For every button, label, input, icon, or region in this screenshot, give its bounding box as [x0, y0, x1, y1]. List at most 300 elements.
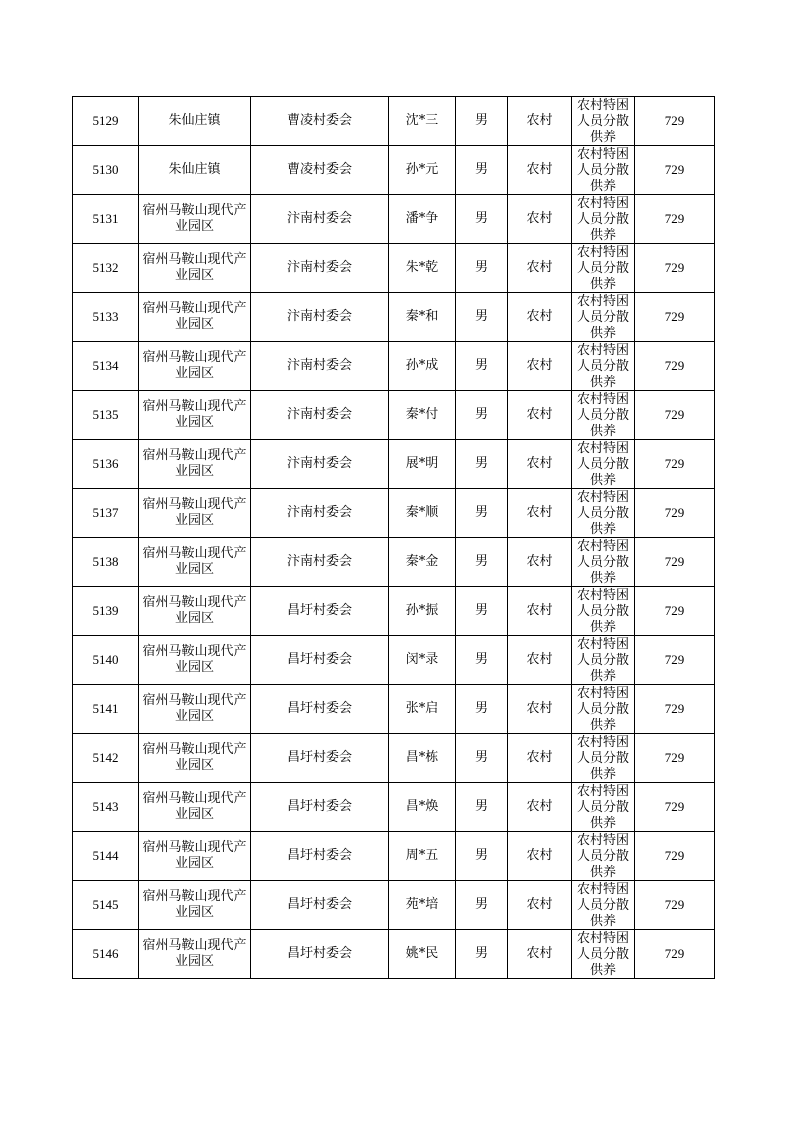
gender-cell	[456, 342, 508, 391]
town-cell	[139, 734, 251, 783]
village-committee-text: 曹凌村委会	[286, 162, 352, 177]
serial-number-cell	[73, 244, 139, 293]
serial-number-text: 5146	[92, 946, 119, 961]
town-cell	[139, 832, 251, 881]
village-committee-text: 曹凌村委会	[286, 113, 352, 128]
gender-text: 男	[474, 260, 488, 275]
town-text: 宿州马鞍山现代产业园区	[142, 693, 247, 724]
serial-number-cell	[73, 930, 139, 979]
table-row	[73, 587, 715, 636]
amount-cell	[635, 195, 715, 244]
residence-type-text: 农村	[526, 897, 553, 912]
village-committee-text: 汴南村委会	[286, 456, 352, 471]
amount-cell	[635, 440, 715, 489]
serial-number-cell	[73, 342, 139, 391]
assistance-type-text: 农村特困人员分散供养	[576, 245, 629, 292]
amount-text: 729	[664, 113, 685, 128]
town-text: 宿州马鞍山现代产业园区	[142, 448, 247, 479]
serial-number-cell	[73, 685, 139, 734]
gender-text: 男	[474, 162, 488, 177]
person-name-text: 秦*金	[405, 554, 439, 569]
serial-number-text: 5130	[92, 162, 119, 177]
town-cell	[139, 538, 251, 587]
amount-cell	[635, 881, 715, 930]
assistance-type-text: 农村特困人员分散供养	[576, 637, 629, 684]
gender-text: 男	[474, 407, 488, 422]
amount-text: 729	[664, 407, 685, 422]
assistance-type-text: 农村特困人员分散供养	[576, 931, 629, 978]
village-committee-cell	[251, 293, 389, 342]
serial-number-cell	[73, 783, 139, 832]
residence-type-text: 农村	[526, 603, 553, 618]
person-name-cell	[389, 489, 456, 538]
person-name-text: 昌*焕	[405, 799, 439, 814]
town-cell	[139, 440, 251, 489]
village-committee-cell	[251, 881, 389, 930]
gender-cell	[456, 146, 508, 195]
person-name-cell	[389, 293, 456, 342]
amount-text: 729	[664, 652, 685, 667]
town-cell	[139, 636, 251, 685]
table-row	[73, 489, 715, 538]
assistance-type-text: 农村特困人员分散供养	[576, 392, 629, 439]
table-row	[73, 440, 715, 489]
gender-cell	[456, 538, 508, 587]
amount-cell	[635, 146, 715, 195]
gender-text: 男	[474, 211, 488, 226]
person-name-text: 展*明	[405, 456, 439, 471]
gender-cell	[456, 391, 508, 440]
town-cell	[139, 293, 251, 342]
assistance-type-text: 农村特困人员分散供养	[576, 343, 629, 390]
gender-cell	[456, 930, 508, 979]
serial-number-text: 5145	[92, 897, 119, 912]
village-committee-cell	[251, 538, 389, 587]
village-committee-text: 昌圩村委会	[286, 652, 352, 667]
assistance-type-cell	[572, 146, 635, 195]
serial-number-text: 5134	[92, 358, 119, 373]
person-name-cell	[389, 195, 456, 244]
table-row	[73, 538, 715, 587]
residence-type-cell	[508, 146, 572, 195]
village-committee-cell	[251, 391, 389, 440]
assistance-type-text: 农村特困人员分散供养	[576, 294, 629, 341]
village-committee-cell	[251, 587, 389, 636]
gender-text: 男	[474, 113, 488, 128]
gender-text: 男	[474, 554, 488, 569]
serial-number-text: 5133	[92, 309, 119, 324]
town-text: 宿州马鞍山现代产业园区	[142, 399, 247, 430]
residence-type-cell	[508, 244, 572, 293]
residence-type-cell	[508, 195, 572, 244]
gender-cell	[456, 587, 508, 636]
serial-number-cell	[73, 881, 139, 930]
table-row	[73, 244, 715, 293]
serial-number-cell	[73, 391, 139, 440]
person-name-cell	[389, 440, 456, 489]
amount-cell	[635, 734, 715, 783]
serial-number-cell	[73, 293, 139, 342]
residence-type-cell	[508, 342, 572, 391]
gender-text: 男	[474, 505, 488, 520]
residence-type-text: 农村	[526, 407, 553, 422]
assistance-type-cell	[572, 881, 635, 930]
village-committee-cell	[251, 783, 389, 832]
assistance-type-cell	[572, 489, 635, 538]
town-text: 宿州马鞍山现代产业园区	[142, 644, 247, 675]
assistance-type-cell	[572, 440, 635, 489]
residence-type-cell	[508, 636, 572, 685]
amount-cell	[635, 930, 715, 979]
town-cell	[139, 930, 251, 979]
amount-cell	[635, 97, 715, 146]
residence-type-cell	[508, 391, 572, 440]
residence-type-text: 农村	[526, 113, 553, 128]
table-row	[73, 930, 715, 979]
village-committee-text: 昌圩村委会	[286, 701, 352, 716]
serial-number-text: 5138	[92, 554, 119, 569]
residence-type-text: 农村	[526, 260, 553, 275]
village-committee-text: 汴南村委会	[286, 211, 352, 226]
town-cell	[139, 244, 251, 293]
amount-text: 729	[664, 603, 685, 618]
village-committee-cell	[251, 440, 389, 489]
gender-cell	[456, 783, 508, 832]
residence-type-cell	[508, 97, 572, 146]
serial-number-text: 5136	[92, 456, 119, 471]
assistance-type-cell	[572, 97, 635, 146]
person-name-text: 闵*录	[405, 652, 439, 667]
village-committee-text: 汴南村委会	[286, 505, 352, 520]
records-table	[72, 96, 715, 979]
person-name-text: 昌*栋	[405, 750, 439, 765]
town-cell	[139, 391, 251, 440]
serial-number-text: 5139	[92, 603, 119, 618]
table-row	[73, 881, 715, 930]
amount-cell	[635, 636, 715, 685]
amount-cell	[635, 342, 715, 391]
amount-text: 729	[664, 358, 685, 373]
serial-number-text: 5144	[92, 848, 119, 863]
gender-cell	[456, 195, 508, 244]
amount-text: 729	[664, 554, 685, 569]
residence-type-text: 农村	[526, 799, 553, 814]
town-text: 宿州马鞍山现代产业园区	[142, 301, 247, 332]
amount-text: 729	[664, 750, 685, 765]
assistance-type-text: 农村特困人员分散供养	[576, 98, 629, 145]
assistance-type-text: 农村特困人员分散供养	[576, 833, 629, 880]
town-text: 宿州马鞍山现代产业园区	[142, 791, 247, 822]
village-committee-cell	[251, 636, 389, 685]
assistance-type-cell	[572, 538, 635, 587]
serial-number-cell	[73, 587, 139, 636]
residence-type-text: 农村	[526, 162, 553, 177]
person-name-cell	[389, 685, 456, 734]
table-row	[73, 146, 715, 195]
serial-number-text: 5135	[92, 407, 119, 422]
residence-type-cell	[508, 832, 572, 881]
person-name-cell	[389, 146, 456, 195]
assistance-type-cell	[572, 293, 635, 342]
gender-text: 男	[474, 848, 488, 863]
village-committee-cell	[251, 489, 389, 538]
residence-type-cell	[508, 489, 572, 538]
person-name-cell	[389, 930, 456, 979]
gender-cell	[456, 293, 508, 342]
gender-text: 男	[474, 799, 488, 814]
town-cell	[139, 587, 251, 636]
town-cell	[139, 146, 251, 195]
residence-type-text: 农村	[526, 652, 553, 667]
village-committee-text: 昌圩村委会	[286, 946, 352, 961]
person-name-cell	[389, 832, 456, 881]
person-name-cell	[389, 244, 456, 293]
village-committee-text: 汴南村委会	[286, 260, 352, 275]
village-committee-cell	[251, 195, 389, 244]
assistance-type-text: 农村特困人员分散供养	[576, 539, 629, 586]
gender-cell	[456, 489, 508, 538]
gender-cell	[456, 97, 508, 146]
town-text: 宿州马鞍山现代产业园区	[142, 546, 247, 577]
gender-text: 男	[474, 456, 488, 471]
town-text: 宿州马鞍山现代产业园区	[142, 889, 247, 920]
person-name-text: 秦*付	[405, 407, 439, 422]
assistance-type-cell	[572, 832, 635, 881]
gender-cell	[456, 832, 508, 881]
village-committee-cell	[251, 832, 389, 881]
residence-type-text: 农村	[526, 309, 553, 324]
serial-number-cell	[73, 734, 139, 783]
serial-number-text: 5129	[92, 113, 119, 128]
residence-type-cell	[508, 587, 572, 636]
gender-cell	[456, 734, 508, 783]
person-name-text: 朱*乾	[405, 260, 439, 275]
residence-type-text: 农村	[526, 848, 553, 863]
residence-type-cell	[508, 783, 572, 832]
person-name-text: 张*启	[405, 701, 439, 716]
residence-type-text: 农村	[526, 358, 553, 373]
residence-type-text: 农村	[526, 750, 553, 765]
assistance-type-cell	[572, 195, 635, 244]
person-name-text: 沈*三	[405, 113, 439, 128]
amount-text: 729	[664, 701, 685, 716]
town-text: 宿州马鞍山现代产业园区	[142, 350, 247, 381]
table-row	[73, 685, 715, 734]
village-committee-cell	[251, 734, 389, 783]
person-name-cell	[389, 783, 456, 832]
table-row	[73, 293, 715, 342]
amount-cell	[635, 244, 715, 293]
town-cell	[139, 97, 251, 146]
assistance-type-cell	[572, 636, 635, 685]
village-committee-cell	[251, 930, 389, 979]
gender-cell	[456, 685, 508, 734]
residence-type-cell	[508, 685, 572, 734]
amount-cell	[635, 783, 715, 832]
serial-number-cell	[73, 146, 139, 195]
village-committee-text: 汴南村委会	[286, 407, 352, 422]
town-text: 宿州马鞍山现代产业园区	[142, 742, 247, 773]
person-name-text: 孙*振	[405, 603, 439, 618]
town-cell	[139, 783, 251, 832]
person-name-text: 周*五	[405, 848, 439, 863]
village-committee-text: 昌圩村委会	[286, 799, 352, 814]
village-committee-text: 汴南村委会	[286, 358, 352, 373]
amount-cell	[635, 391, 715, 440]
residence-type-text: 农村	[526, 946, 553, 961]
residence-type-text: 农村	[526, 505, 553, 520]
assistance-type-text: 农村特困人员分散供养	[576, 196, 629, 243]
amount-cell	[635, 538, 715, 587]
amount-text: 729	[664, 799, 685, 814]
village-committee-text: 昌圩村委会	[286, 750, 352, 765]
person-name-text: 潘*争	[405, 211, 439, 226]
residence-type-text: 农村	[526, 211, 553, 226]
serial-number-cell	[73, 832, 139, 881]
assistance-type-text: 农村特困人员分散供养	[576, 686, 629, 733]
assistance-type-cell	[572, 391, 635, 440]
residence-type-cell	[508, 734, 572, 783]
amount-cell	[635, 489, 715, 538]
assistance-type-text: 农村特困人员分散供养	[576, 882, 629, 929]
gender-text: 男	[474, 701, 488, 716]
person-name-text: 孙*成	[405, 358, 439, 373]
table-row	[73, 832, 715, 881]
amount-cell	[635, 293, 715, 342]
table-row	[73, 734, 715, 783]
assistance-type-cell	[572, 734, 635, 783]
gender-cell	[456, 636, 508, 685]
village-committee-text: 汴南村委会	[286, 554, 352, 569]
table-row	[73, 636, 715, 685]
village-committee-text: 昌圩村委会	[286, 603, 352, 618]
table-row	[73, 783, 715, 832]
gender-text: 男	[474, 358, 488, 373]
serial-number-text: 5137	[92, 505, 119, 520]
gender-cell	[456, 881, 508, 930]
town-cell	[139, 342, 251, 391]
amount-cell	[635, 685, 715, 734]
gender-text: 男	[474, 603, 488, 618]
table-row	[73, 195, 715, 244]
gender-text: 男	[474, 946, 488, 961]
person-name-cell	[389, 587, 456, 636]
amount-text: 729	[664, 162, 685, 177]
assistance-type-cell	[572, 587, 635, 636]
assistance-type-text: 农村特困人员分散供养	[576, 147, 629, 194]
serial-number-text: 5140	[92, 652, 119, 667]
assistance-type-text: 农村特困人员分散供养	[576, 735, 629, 782]
residence-type-cell	[508, 538, 572, 587]
town-text: 宿州马鞍山现代产业园区	[142, 497, 247, 528]
assistance-type-text: 农村特困人员分散供养	[576, 784, 629, 831]
assistance-type-cell	[572, 342, 635, 391]
town-text: 宿州马鞍山现代产业园区	[142, 203, 247, 234]
person-name-cell	[389, 391, 456, 440]
amount-cell	[635, 832, 715, 881]
person-name-cell	[389, 734, 456, 783]
person-name-text: 秦*和	[405, 309, 439, 324]
assistance-type-text: 农村特困人员分散供养	[576, 588, 629, 635]
residence-type-cell	[508, 293, 572, 342]
amount-text: 729	[664, 505, 685, 520]
gender-text: 男	[474, 652, 488, 667]
amount-text: 729	[664, 211, 685, 226]
person-name-text: 姚*民	[405, 946, 439, 961]
person-name-cell	[389, 97, 456, 146]
serial-number-cell	[73, 538, 139, 587]
serial-number-text: 5131	[92, 211, 119, 226]
serial-number-text: 5141	[92, 701, 119, 716]
serial-number-cell	[73, 636, 139, 685]
gender-cell	[456, 244, 508, 293]
residence-type-cell	[508, 440, 572, 489]
village-committee-cell	[251, 342, 389, 391]
amount-text: 729	[664, 848, 685, 863]
village-committee-cell	[251, 685, 389, 734]
person-name-cell	[389, 881, 456, 930]
village-committee-cell	[251, 244, 389, 293]
person-name-cell	[389, 342, 456, 391]
person-name-text: 苑*培	[405, 897, 439, 912]
town-text: 宿州马鞍山现代产业园区	[142, 938, 247, 969]
amount-cell	[635, 587, 715, 636]
gender-text: 男	[474, 750, 488, 765]
gender-cell	[456, 440, 508, 489]
table-row	[73, 391, 715, 440]
serial-number-text: 5132	[92, 260, 119, 275]
gender-text: 男	[474, 897, 488, 912]
town-text: 宿州马鞍山现代产业园区	[142, 252, 247, 283]
person-name-text: 秦*顺	[405, 505, 439, 520]
amount-text: 729	[664, 946, 685, 961]
town-cell	[139, 195, 251, 244]
village-committee-cell	[251, 146, 389, 195]
residence-type-text: 农村	[526, 554, 553, 569]
town-text: 宿州马鞍山现代产业园区	[142, 840, 247, 871]
assistance-type-cell	[572, 930, 635, 979]
person-name-text: 孙*元	[405, 162, 439, 177]
village-committee-text: 汴南村委会	[286, 309, 352, 324]
records-table-body	[73, 97, 715, 979]
village-committee-text: 昌圩村委会	[286, 848, 352, 863]
serial-number-cell	[73, 195, 139, 244]
amount-text: 729	[664, 456, 685, 471]
village-committee-cell	[251, 97, 389, 146]
assistance-type-cell	[572, 685, 635, 734]
town-cell	[139, 489, 251, 538]
town-text: 朱仙庄镇	[168, 162, 221, 177]
assistance-type-text: 农村特困人员分散供养	[576, 490, 629, 537]
town-cell	[139, 881, 251, 930]
amount-text: 729	[664, 260, 685, 275]
amount-text: 729	[664, 309, 685, 324]
serial-number-cell	[73, 97, 139, 146]
residence-type-text: 农村	[526, 456, 553, 471]
town-text: 宿州马鞍山现代产业园区	[142, 595, 247, 626]
town-cell	[139, 685, 251, 734]
village-committee-text: 昌圩村委会	[286, 897, 352, 912]
person-name-cell	[389, 636, 456, 685]
town-text: 朱仙庄镇	[168, 113, 221, 128]
residence-type-cell	[508, 881, 572, 930]
table-row	[73, 342, 715, 391]
residence-type-cell	[508, 930, 572, 979]
assistance-type-cell	[572, 244, 635, 293]
amount-text: 729	[664, 897, 685, 912]
serial-number-text: 5142	[92, 750, 119, 765]
assistance-type-text: 农村特困人员分散供养	[576, 441, 629, 488]
